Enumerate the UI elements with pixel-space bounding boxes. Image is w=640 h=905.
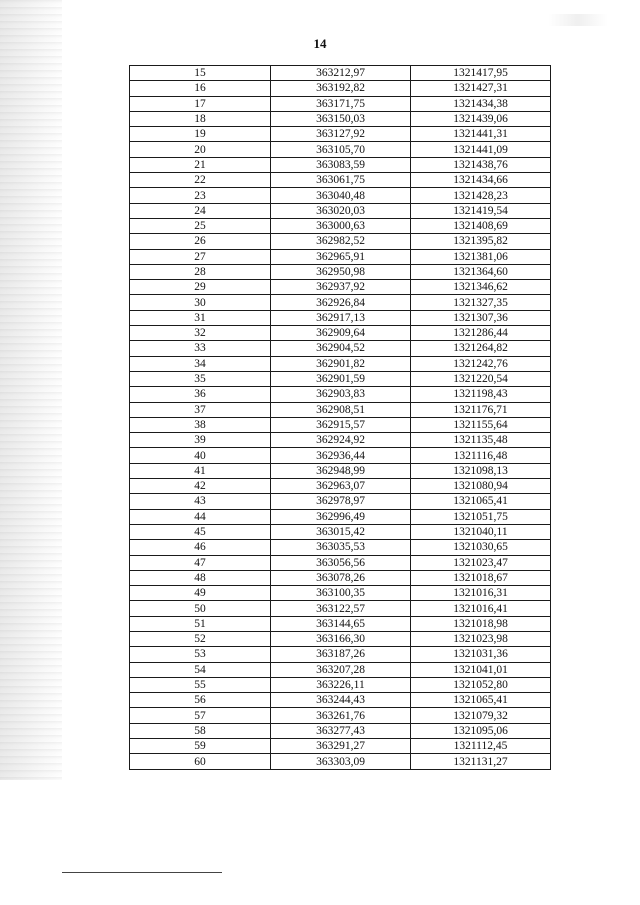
x-coordinate-cell: 362924,92 [271,433,411,448]
y-coordinate-cell: 1321441,09 [411,142,551,157]
x-coordinate-cell: 363105,70 [271,142,411,157]
x-coordinate-cell: 362937,92 [271,280,411,295]
point-number-cell: 39 [130,433,271,448]
table-row [130,249,551,264]
y-coordinate-cell: 1321427,31 [411,81,551,96]
y-coordinate-cell: 1321242,76 [411,356,551,371]
x-coordinate-cell: 363061,75 [271,173,411,188]
y-coordinate-cell: 1321364,60 [411,264,551,279]
table-row [130,173,551,188]
y-coordinate-cell: 1321112,45 [411,739,551,754]
point-number-cell: 18 [130,111,271,126]
x-coordinate-cell: 362965,91 [271,249,411,264]
y-coordinate-cell: 1321079,32 [411,708,551,723]
y-coordinate-cell: 1321441,31 [411,127,551,142]
point-number-cell: 41 [130,463,271,478]
point-number-cell: 15 [130,66,271,81]
y-coordinate-cell: 1321018,98 [411,616,551,631]
y-coordinate-cell: 1321434,66 [411,173,551,188]
table-row [130,326,551,341]
x-coordinate-cell: 363144,65 [271,616,411,631]
x-coordinate-cell: 362904,52 [271,341,411,356]
x-coordinate-cell: 363035,53 [271,540,411,555]
table-row [130,188,551,203]
x-coordinate-cell: 362901,82 [271,356,411,371]
table-row [130,111,551,126]
y-coordinate-cell: 1321176,71 [411,402,551,417]
y-coordinate-cell: 1321155,64 [411,417,551,432]
y-coordinate-cell: 1321439,06 [411,111,551,126]
scan-noise-left-edge [0,0,62,780]
table-row [130,448,551,463]
point-number-cell: 59 [130,739,271,754]
point-number-cell: 22 [130,173,271,188]
point-number-cell: 28 [130,264,271,279]
table-row [130,723,551,738]
point-number-cell: 24 [130,203,271,218]
y-coordinate-cell: 1321016,41 [411,601,551,616]
x-coordinate-cell: 363015,42 [271,524,411,539]
y-coordinate-cell: 1321438,76 [411,157,551,172]
table-row [130,509,551,524]
x-coordinate-cell: 362936,44 [271,448,411,463]
table-row [130,708,551,723]
table-row [130,631,551,646]
x-coordinate-cell: 363261,76 [271,708,411,723]
x-coordinate-cell: 363100,35 [271,586,411,601]
table-row [130,295,551,310]
point-number-cell: 44 [130,509,271,524]
y-coordinate-cell: 1321052,80 [411,677,551,692]
footer-rule [62,872,222,873]
table-row [130,341,551,356]
x-coordinate-cell: 362963,07 [271,479,411,494]
table-row [130,677,551,692]
x-coordinate-cell: 362996,49 [271,509,411,524]
y-coordinate-cell: 1321023,47 [411,555,551,570]
point-number-cell: 30 [130,295,271,310]
table-row [130,356,551,371]
y-coordinate-cell: 1321080,94 [411,479,551,494]
point-number-cell: 55 [130,677,271,692]
table-row [130,81,551,96]
x-coordinate-cell: 362908,51 [271,402,411,417]
table-row [130,524,551,539]
table-row [130,662,551,677]
y-coordinate-cell: 1321131,27 [411,754,551,769]
table-row [130,754,551,769]
point-number-cell: 42 [130,479,271,494]
y-coordinate-cell: 1321198,43 [411,387,551,402]
table-row [130,66,551,81]
x-coordinate-cell: 362917,13 [271,310,411,325]
y-coordinate-cell: 1321307,36 [411,310,551,325]
y-coordinate-cell: 1321395,82 [411,234,551,249]
y-coordinate-cell: 1321095,06 [411,723,551,738]
x-coordinate-cell: 363083,59 [271,157,411,172]
table-row [130,203,551,218]
point-number-cell: 52 [130,631,271,646]
point-number-cell: 16 [130,81,271,96]
point-number-cell: 58 [130,723,271,738]
point-number-cell: 20 [130,142,271,157]
x-coordinate-cell: 363244,43 [271,693,411,708]
x-coordinate-cell: 363078,26 [271,570,411,585]
x-coordinate-cell: 363277,43 [271,723,411,738]
x-coordinate-cell: 362901,59 [271,371,411,386]
point-number-cell: 46 [130,540,271,555]
table-row [130,739,551,754]
x-coordinate-cell: 363192,82 [271,81,411,96]
x-coordinate-cell: 362978,97 [271,494,411,509]
y-coordinate-cell: 1321419,54 [411,203,551,218]
table-row [130,218,551,233]
point-number-cell: 31 [130,310,271,325]
table-row [130,264,551,279]
page-number: 14 [313,36,327,51]
point-number-cell: 57 [130,708,271,723]
table-row [130,127,551,142]
table-row [130,142,551,157]
y-coordinate-cell: 1321030,65 [411,540,551,555]
point-number-cell: 54 [130,662,271,677]
scan-noise-top-right [548,14,608,26]
x-coordinate-cell: 362982,52 [271,234,411,249]
x-coordinate-cell: 363150,03 [271,111,411,126]
x-coordinate-cell: 363127,92 [271,127,411,142]
x-coordinate-cell: 363226,11 [271,677,411,692]
x-coordinate-cell: 363040,48 [271,188,411,203]
x-coordinate-cell: 362909,64 [271,326,411,341]
y-coordinate-cell: 1321051,75 [411,509,551,524]
x-coordinate-cell: 363122,57 [271,601,411,616]
y-coordinate-cell: 1321428,23 [411,188,551,203]
table-row [130,417,551,432]
table-row [130,310,551,325]
table-row [130,463,551,478]
table-row [130,433,551,448]
point-number-cell: 25 [130,218,271,233]
table-row [130,647,551,662]
y-coordinate-cell: 1321098,13 [411,463,551,478]
y-coordinate-cell: 1321065,41 [411,494,551,509]
point-number-cell: 45 [130,524,271,539]
table-row [130,402,551,417]
point-number-cell: 51 [130,616,271,631]
coordinates-table [129,65,551,770]
x-coordinate-cell: 363171,75 [271,96,411,111]
point-number-cell: 26 [130,234,271,249]
point-number-cell: 56 [130,693,271,708]
y-coordinate-cell: 1321381,06 [411,249,551,264]
table-row [130,96,551,111]
y-coordinate-cell: 1321220,54 [411,371,551,386]
x-coordinate-cell: 363291,27 [271,739,411,754]
point-number-cell: 27 [130,249,271,264]
table-row [130,693,551,708]
table-row [130,387,551,402]
y-coordinate-cell: 1321065,41 [411,693,551,708]
table-row [130,586,551,601]
table-row [130,157,551,172]
table-row [130,371,551,386]
y-coordinate-cell: 1321116,48 [411,448,551,463]
point-number-cell: 48 [130,570,271,585]
point-number-cell: 47 [130,555,271,570]
x-coordinate-cell: 362950,98 [271,264,411,279]
table-row [130,601,551,616]
table-row [130,234,551,249]
y-coordinate-cell: 1321408,69 [411,218,551,233]
table-row [130,494,551,509]
point-number-cell: 38 [130,417,271,432]
table-row [130,616,551,631]
x-coordinate-cell: 363187,26 [271,647,411,662]
point-number-cell: 29 [130,280,271,295]
y-coordinate-cell: 1321016,31 [411,586,551,601]
y-coordinate-cell: 1321040,11 [411,524,551,539]
x-coordinate-cell: 363166,30 [271,631,411,646]
y-coordinate-cell: 1321031,36 [411,647,551,662]
table-row [130,479,551,494]
point-number-cell: 49 [130,586,271,601]
point-number-cell: 34 [130,356,271,371]
point-number-cell: 37 [130,402,271,417]
x-coordinate-cell: 362915,57 [271,417,411,432]
table-row [130,540,551,555]
point-number-cell: 21 [130,157,271,172]
x-coordinate-cell: 363212,97 [271,66,411,81]
y-coordinate-cell: 1321041,01 [411,662,551,677]
point-number-cell: 17 [130,96,271,111]
coordinates-table-body [130,66,551,770]
x-coordinate-cell: 362926,84 [271,295,411,310]
point-number-cell: 36 [130,387,271,402]
x-coordinate-cell: 363056,56 [271,555,411,570]
y-coordinate-cell: 1321264,82 [411,341,551,356]
y-coordinate-cell: 1321018,67 [411,570,551,585]
x-coordinate-cell: 362948,99 [271,463,411,478]
point-number-cell: 40 [130,448,271,463]
y-coordinate-cell: 1321327,35 [411,295,551,310]
y-coordinate-cell: 1321023,98 [411,631,551,646]
point-number-cell: 33 [130,341,271,356]
y-coordinate-cell: 1321417,95 [411,66,551,81]
y-coordinate-cell: 1321346,62 [411,280,551,295]
point-number-cell: 50 [130,601,271,616]
table-row [130,280,551,295]
table-row [130,555,551,570]
point-number-cell: 53 [130,647,271,662]
y-coordinate-cell: 1321135,48 [411,433,551,448]
point-number-cell: 60 [130,754,271,769]
point-number-cell: 35 [130,371,271,386]
x-coordinate-cell: 363207,28 [271,662,411,677]
x-coordinate-cell: 363020,03 [271,203,411,218]
table-row [130,570,551,585]
x-coordinate-cell: 363000,63 [271,218,411,233]
x-coordinate-cell: 363303,09 [271,754,411,769]
point-number-cell: 19 [130,127,271,142]
point-number-cell: 23 [130,188,271,203]
point-number-cell: 43 [130,494,271,509]
x-coordinate-cell: 362903,83 [271,387,411,402]
point-number-cell: 32 [130,326,271,341]
y-coordinate-cell: 1321286,44 [411,326,551,341]
y-coordinate-cell: 1321434,38 [411,96,551,111]
